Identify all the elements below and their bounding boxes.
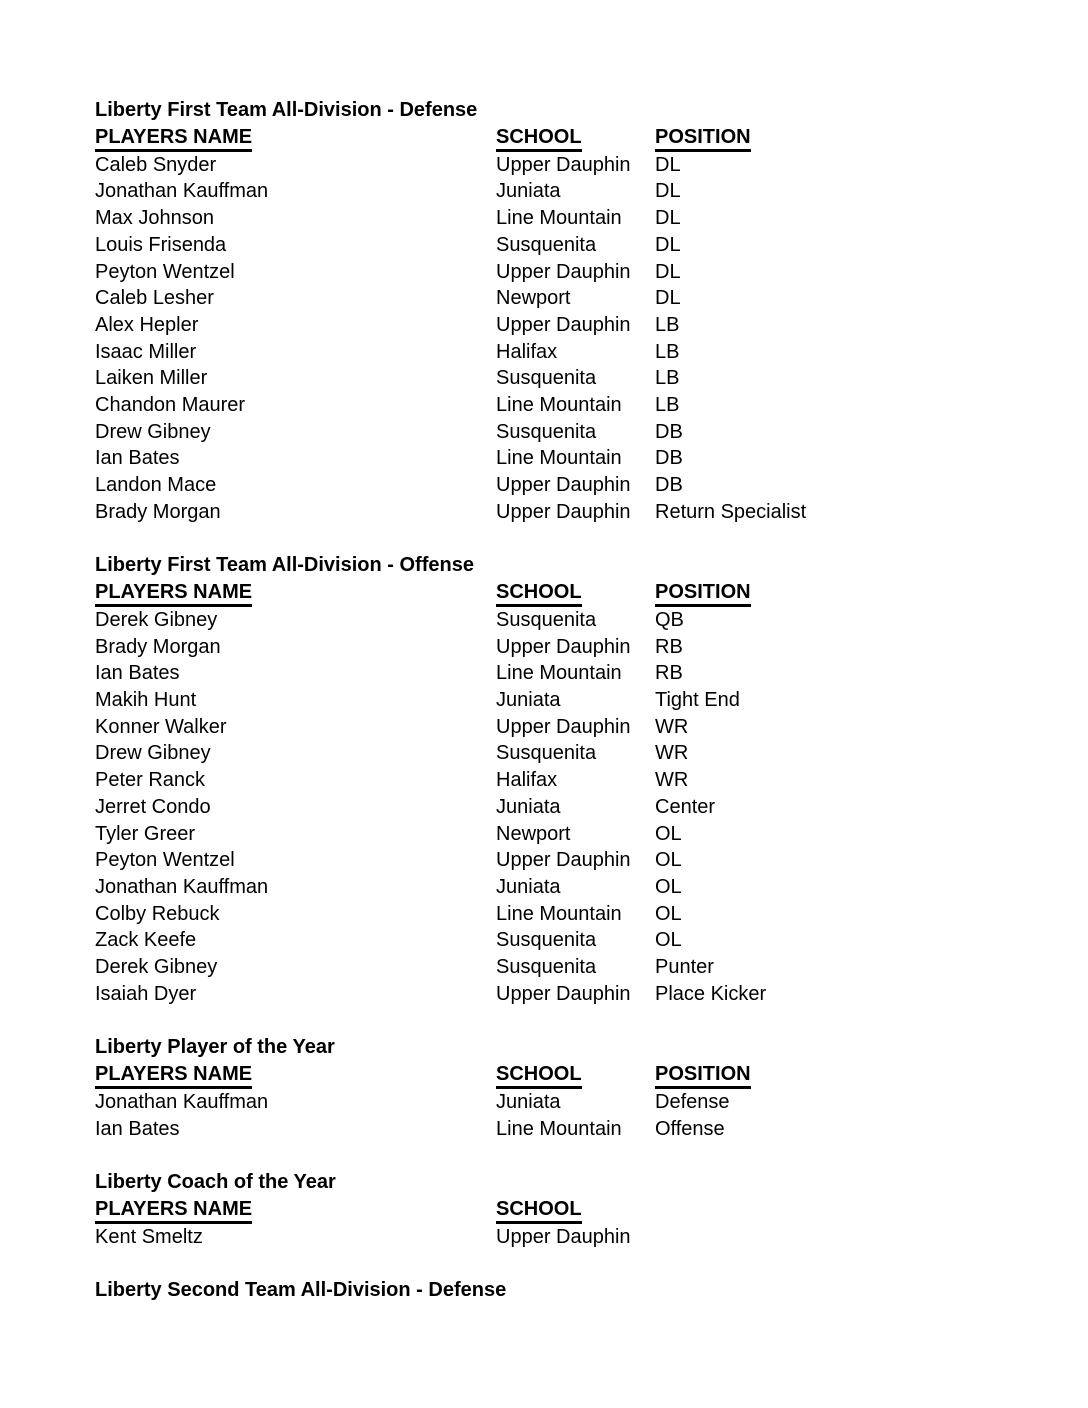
player-name: Laiken Miller <box>95 367 208 390</box>
position: WR <box>655 715 689 738</box>
school: Upper Dauphin <box>496 982 631 1005</box>
player-name: Alex Hepler <box>95 313 199 336</box>
position: LB <box>655 367 680 390</box>
section-title: Liberty Player of the Year <box>95 1036 335 1059</box>
player-name: Landon Mace <box>95 474 217 497</box>
school: Upper Dauphin <box>496 474 631 497</box>
section-title: Liberty First Team All-Division - Defense <box>95 99 478 121</box>
position: QB <box>655 608 684 631</box>
school: Upper Dauphin <box>496 1225 631 1248</box>
school: Halifax <box>496 340 558 363</box>
school: Susquenita <box>496 956 597 979</box>
position: LB <box>655 313 680 336</box>
player-name: Louis Frisenda <box>95 233 227 256</box>
table-row <box>95 259 1048 286</box>
table-row <box>95 634 1048 661</box>
position: Place Kicker <box>655 982 767 1005</box>
column-header-label: POSITION <box>655 126 751 152</box>
table-row <box>95 339 1048 366</box>
column-header-label: POSITION <box>655 1063 751 1089</box>
position: DL <box>655 207 681 230</box>
player-name: Isaac Miller <box>95 340 197 363</box>
school: Line Mountain <box>496 207 622 230</box>
school: Susquenita <box>496 233 597 256</box>
table-row <box>95 927 1048 954</box>
column-header-label: PLAYERS NAME <box>95 1198 252 1224</box>
table-row <box>95 794 1048 821</box>
school: Susquenita <box>496 420 597 443</box>
table-row <box>95 1116 1048 1143</box>
column-header <box>496 1196 655 1224</box>
table-row <box>95 392 1048 419</box>
player-name: Jonathan Kauffman <box>95 875 269 898</box>
column-header <box>95 1061 496 1089</box>
column-header <box>496 124 655 152</box>
header-row <box>95 579 1048 607</box>
table-row <box>95 152 1048 179</box>
position: Punter <box>655 956 714 979</box>
player-name: Brady Morgan <box>95 635 221 658</box>
position: WR <box>655 769 689 792</box>
position: DL <box>655 287 681 310</box>
table-row <box>95 981 1048 1008</box>
school: Upper Dauphin <box>496 313 631 336</box>
player-name: Caleb Lesher <box>95 287 214 310</box>
player-name: Zack Keefe <box>95 929 197 952</box>
header-row <box>95 1196 1048 1224</box>
school: Newport <box>496 822 571 845</box>
player-name: Konner Walker <box>95 715 227 738</box>
school: Juniata <box>496 689 561 712</box>
table-row <box>95 714 1048 741</box>
table-row <box>95 285 1048 312</box>
position: LB <box>655 394 680 417</box>
table-row <box>95 312 1048 339</box>
school: Upper Dauphin <box>496 500 631 523</box>
column-header-label: SCHOOL <box>496 1063 582 1089</box>
table-row <box>95 607 1048 634</box>
column-header-label: SCHOOL <box>496 581 582 607</box>
school: Upper Dauphin <box>496 849 631 872</box>
position: WR <box>655 742 689 765</box>
school: Susquenita <box>496 742 597 765</box>
school: Line Mountain <box>496 447 622 470</box>
player-name: Drew Gibney <box>95 420 211 443</box>
section-title: Liberty First Team All-Division - Offense <box>95 554 474 577</box>
table-row <box>95 767 1048 794</box>
school: Upper Dauphin <box>496 635 631 658</box>
player-name: Isaiah Dyer <box>95 982 197 1005</box>
column-header-label: SCHOOL <box>496 1198 582 1224</box>
player-name: Ian Bates <box>95 662 180 685</box>
position: DL <box>655 180 681 203</box>
column-header <box>95 1196 496 1224</box>
table-row <box>95 901 1048 928</box>
position: OL <box>655 849 682 872</box>
position: OL <box>655 822 682 845</box>
column-header <box>655 579 1048 607</box>
school: Susquenita <box>496 367 597 390</box>
table-row <box>95 419 1048 446</box>
school: Juniata <box>496 180 561 203</box>
column-header-label: PLAYERS NAME <box>95 1063 252 1089</box>
position: RB <box>655 662 683 685</box>
column-header-label: PLAYERS NAME <box>95 581 252 607</box>
position: DB <box>655 447 683 470</box>
player-name: Drew Gibney <box>95 742 211 765</box>
section <box>95 1169 1048 1250</box>
position: Return Specialist <box>655 500 807 523</box>
player-name: Ian Bates <box>95 447 180 470</box>
player-name: Jonathan Kauffman <box>95 180 269 203</box>
school: Line Mountain <box>496 902 622 925</box>
section-title: Liberty Second Team All-Division - Defense <box>95 1279 507 1302</box>
school: Juniata <box>496 875 561 898</box>
column-header <box>655 1061 1048 1089</box>
player-name: Caleb Snyder <box>95 153 217 176</box>
table-row <box>95 687 1048 714</box>
position: Tight End <box>655 689 740 712</box>
school: Upper Dauphin <box>496 715 631 738</box>
player-name: Brady Morgan <box>95 500 221 523</box>
column-header-label: SCHOOL <box>496 126 582 152</box>
table-row <box>95 847 1048 874</box>
section <box>95 1034 1048 1142</box>
table-row <box>95 178 1048 205</box>
player-name: Kent Smeltz <box>95 1225 203 1248</box>
player-name: Peyton Wentzel <box>95 260 235 283</box>
school: Upper Dauphin <box>496 260 631 283</box>
table-row <box>95 1089 1048 1116</box>
position: Center <box>655 795 716 818</box>
player-name: Max Johnson <box>95 207 214 230</box>
table-row <box>95 472 1048 499</box>
table-row <box>95 499 1048 526</box>
position: Offense <box>655 1117 725 1140</box>
position: OL <box>655 929 682 952</box>
school: Upper Dauphin <box>496 153 631 176</box>
table-row <box>95 660 1048 687</box>
player-name: Peter Ranck <box>95 769 206 792</box>
table-row <box>95 740 1048 767</box>
player-name: Derek Gibney <box>95 608 218 631</box>
table-row <box>95 445 1048 472</box>
table-row <box>95 821 1048 848</box>
column-header <box>655 124 1048 152</box>
header-row <box>95 124 1048 152</box>
school: Halifax <box>496 769 558 792</box>
player-name: Makih Hunt <box>95 689 197 712</box>
position: DL <box>655 233 681 256</box>
position: Defense <box>655 1090 730 1113</box>
section <box>95 1277 1048 1304</box>
school: Line Mountain <box>496 1117 622 1140</box>
section <box>95 552 1048 1007</box>
column-header <box>95 579 496 607</box>
table-row <box>95 1224 1048 1251</box>
position: DB <box>655 474 683 497</box>
player-name: Derek Gibney <box>95 956 218 979</box>
school: Juniata <box>496 1090 561 1113</box>
column-header-label: PLAYERS NAME <box>95 126 252 152</box>
table-row <box>95 954 1048 981</box>
player-name: Jonathan Kauffman <box>95 1090 269 1113</box>
player-name: Colby Rebuck <box>95 902 220 925</box>
table-row <box>95 365 1048 392</box>
player-name: Ian Bates <box>95 1117 180 1140</box>
position: DL <box>655 260 681 283</box>
school: Line Mountain <box>496 662 622 685</box>
position: DB <box>655 420 683 443</box>
position: DL <box>655 153 681 176</box>
table-row <box>95 205 1048 232</box>
player-name: Peyton Wentzel <box>95 849 235 872</box>
header-row <box>95 1061 1048 1089</box>
position: LB <box>655 340 680 363</box>
school: Susquenita <box>496 929 597 952</box>
school: Juniata <box>496 795 561 818</box>
player-name: Jerret Condo <box>95 795 211 818</box>
position: OL <box>655 875 682 898</box>
school: Line Mountain <box>496 394 622 417</box>
section-title: Liberty Coach of the Year <box>95 1170 336 1193</box>
player-name: Tyler Greer <box>95 822 196 845</box>
table-row <box>95 874 1048 901</box>
school: Newport <box>496 287 571 310</box>
position: RB <box>655 635 683 658</box>
column-header <box>496 579 655 607</box>
position: OL <box>655 902 682 925</box>
section <box>95 97 1048 526</box>
column-header <box>496 1061 655 1089</box>
player-name: Chandon Maurer <box>95 394 246 417</box>
column-header-label: POSITION <box>655 581 751 607</box>
school: Susquenita <box>496 608 597 631</box>
column-header <box>95 124 496 152</box>
table-row <box>95 232 1048 259</box>
